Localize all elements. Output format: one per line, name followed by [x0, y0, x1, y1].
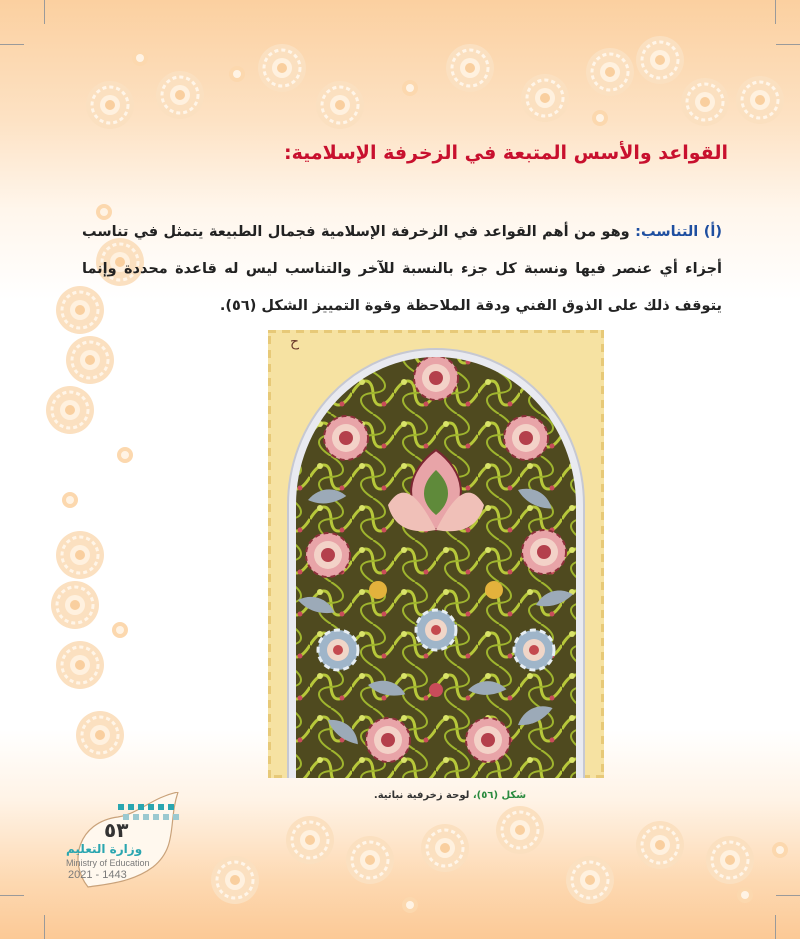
crop-mark — [775, 915, 776, 939]
paragraph-text: وهو من أهم القواعد في الزخرفة الإسلامية فجمال الطبيعة يتمثل في تناسب أجزاء أي عنصر فيها ونسبة كل جزء بالنسبة للآخر والتناسب ليس له قاعدة محددة وإنما يتوقف ذلك على الذوق الفني ودقة الملاحظة وقوة التمييز الشكل (٥٦). — [82, 224, 722, 314]
crop-mark — [0, 44, 24, 45]
crop-mark — [776, 44, 800, 45]
svg-text:ح: ح — [290, 334, 300, 350]
term-label: (أ) التناسب: — [635, 224, 722, 240]
section-heading: القواعد والأسس المتبعة في الزخرفة الإسلامية: — [284, 142, 728, 164]
ministry-name-arabic: وزارة التعليم — [66, 842, 143, 856]
crop-mark — [775, 0, 776, 24]
crop-mark — [44, 0, 45, 24]
floral-panel-figure — [268, 330, 604, 778]
page-number: ٥٣ — [104, 818, 129, 842]
ministry-name-english: Ministry of Education — [66, 858, 150, 868]
crop-mark — [44, 915, 45, 939]
crop-mark — [0, 895, 24, 896]
figure-caption — [300, 790, 600, 801]
edition-year: 2021 - 1443 — [68, 869, 127, 881]
figure-label: شكل (٥٦)، — [472, 790, 527, 801]
body-paragraph — [82, 214, 722, 325]
figure-caption-text: لوحة زخرفية نباتية. — [373, 790, 473, 801]
crop-mark — [776, 895, 800, 896]
